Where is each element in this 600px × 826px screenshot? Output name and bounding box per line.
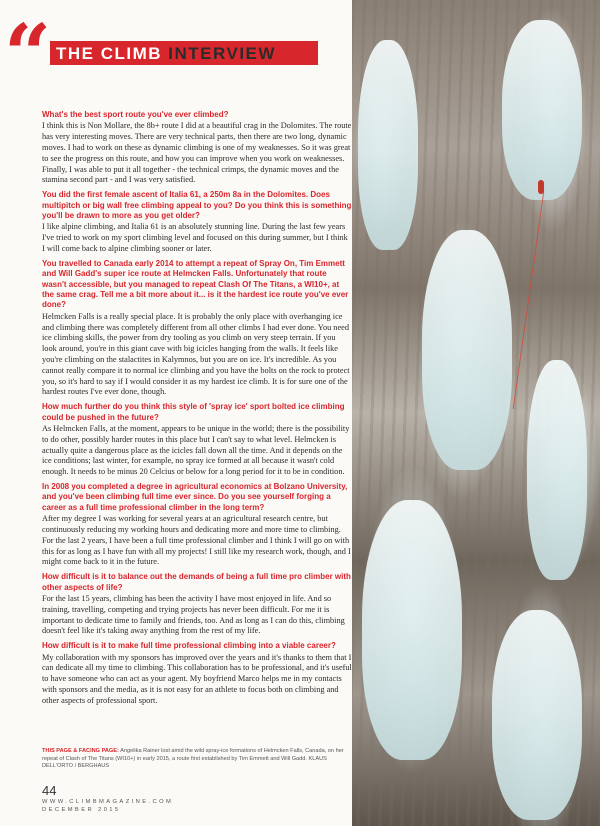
quote-mark-icon: “ bbox=[4, 7, 38, 103]
answer-5: After my degree I was working for several years at an agricultural research centre, but continuously reducing my working hours and dedicating more and more time to climbing. For the last 2 years, I have been a full time professional climber and I think I will go on with this for as long as I have fun with all my projects! I still like my research work, though, and I might come back to it in the future. bbox=[42, 514, 351, 567]
question-1: What's the best sport route you've ever climbed? bbox=[42, 110, 229, 119]
website-url: WWW.CLIMBMAGAZINE.COM bbox=[42, 799, 174, 805]
page-number: 44 bbox=[42, 783, 57, 798]
answer-1: I think this is Non Mollare, the 8b+ route I did at a beautiful crag in the Dolomites. The route has very interesting moves. There are very technical parts, then there are two long, dynamic moves. I had to work on these as dynamic climbing is one of my weaknesses. So it was great to see the progress on this route, and how you can improve when you work on weaknesses. Finally, I was able to put it all together - the technical crimps, the dynamic moves and the stamina second part - and I was very satisfied. bbox=[42, 121, 352, 185]
section-name: THE CLIMB bbox=[56, 44, 163, 63]
question-5: In 2008 you completed a degree in agricultural economics at Bolzano University, and you've been climbing full time ever since. Do you see yourself forging a career as a full time professional climber in the long term? bbox=[42, 482, 348, 512]
question-2: You did the first female ascent of Italia 61, a 250m 8a in the Dolomites. Does multipitch or big wall free climbing appeal to you? Do you think this is something you'll be drawn to more as you get older? bbox=[42, 190, 352, 220]
answer-3: Helmcken Falls is a really special place. It is probably the only place with overhanging ice and climbing there was completely different from all other climbs I had ever done. You need ice climbing skills, the power from dry tooling as you climb on very steep terrain. If you look around, you're in this giant cave with big icicles hanging from the walls. It feels like you're climbing on the stalactites in Kalymnos, but you are on ice. It's incredible. As you cannot really compare it to normal ice climbing and you have the bolts on the rock to protect you, so it's hard to say if I would consider it as my hardest ice climb. It is for sure one of the hardest routes I've ever done, though. bbox=[42, 311, 350, 397]
question-3: You travelled to Canada early 2014 to attempt a repeat of Spray On, Tim Emmett and Will Gadd's super ice route at Helmcken Falls. Unfortunately that route wasn't accessible, but you managed to repeat Clash Of The Titans, a WI10+, at the same crag. Tell me a bit more about it... is it the hardest ice route you've ever done? bbox=[42, 258, 349, 310]
issue-date: DECEMBER 2015 bbox=[42, 807, 121, 813]
caption-lead: THIS PAGE & FACING PAGE: bbox=[42, 748, 119, 754]
section-subtitle: INTERVIEW bbox=[168, 44, 276, 63]
photo-caption bbox=[42, 748, 352, 771]
climber-figure bbox=[538, 180, 544, 194]
caption-text: Angelika Rainer lost amid the wild spray-ice formations of Helmcken Falls, Canada, on her repeat of Clash of The Titans (WI10+) in early 2015, a route first established by Tim Emmett and Will Gadd. bbox=[42, 748, 344, 762]
question-7: How difficult is it to make full time professional climbing into a viable career? bbox=[42, 641, 336, 651]
answer-4: As Helmcken Falls, at the moment, appears to be unique in the world; there is the possibility to do other, possibly harder routes in this place but I can't say to what level. Helmcken is actually quite a dangerous place as the icicles fall down all the time. And it depends on the ice conditions; last winter, for example, no spray ice formed at all because it wasn't cold enough. It needs to be minus 20 Celcius or below for a long period for it to be in condition. bbox=[42, 424, 350, 477]
ice-climbing-photo bbox=[352, 0, 600, 826]
answer-7: My collaboration with my sponsors has improved over the years and it's thanks to them that I can dedicate all my time to climbing. This collaboration has to be professional, and it's useful to have someone who can act as your agent. My boyfriend Marco helps me in my contacts with sponsors and the media, as it is not easy for an athlete to focus both on climbing and other aspects of professional sport. bbox=[42, 652, 352, 705]
answer-6: For the last 15 years, climbing has been the activity I have most enjoyed in life. And so training, travelling, competing and trying projects has never been difficult. For me it is important to dedicate time to family and friends, too. And as long as I can do this, climbing doesn't feel like it's taking away anything from the rest of my life. bbox=[42, 594, 345, 636]
question-6: How difficult is it to balance out the demands of being a full time pro climber with other aspects of life? bbox=[42, 572, 351, 592]
answer-2: I like alpine climbing, and Italia 61 is an absolutely stunning line. During the last few years I've tried to work on my sport climbing level and focused on this during summer, but I think I will come back to alpine climbing sooner or later. bbox=[42, 222, 348, 253]
photo-credit: KLAUS DELL'ORTO / BERGHAUS bbox=[42, 755, 327, 770]
question-4: How much further do you think this style of 'spray ice' sport bolted ice climbing could be pushed in the future? bbox=[42, 402, 345, 422]
interview-body bbox=[42, 110, 352, 711]
section-header bbox=[56, 44, 276, 64]
